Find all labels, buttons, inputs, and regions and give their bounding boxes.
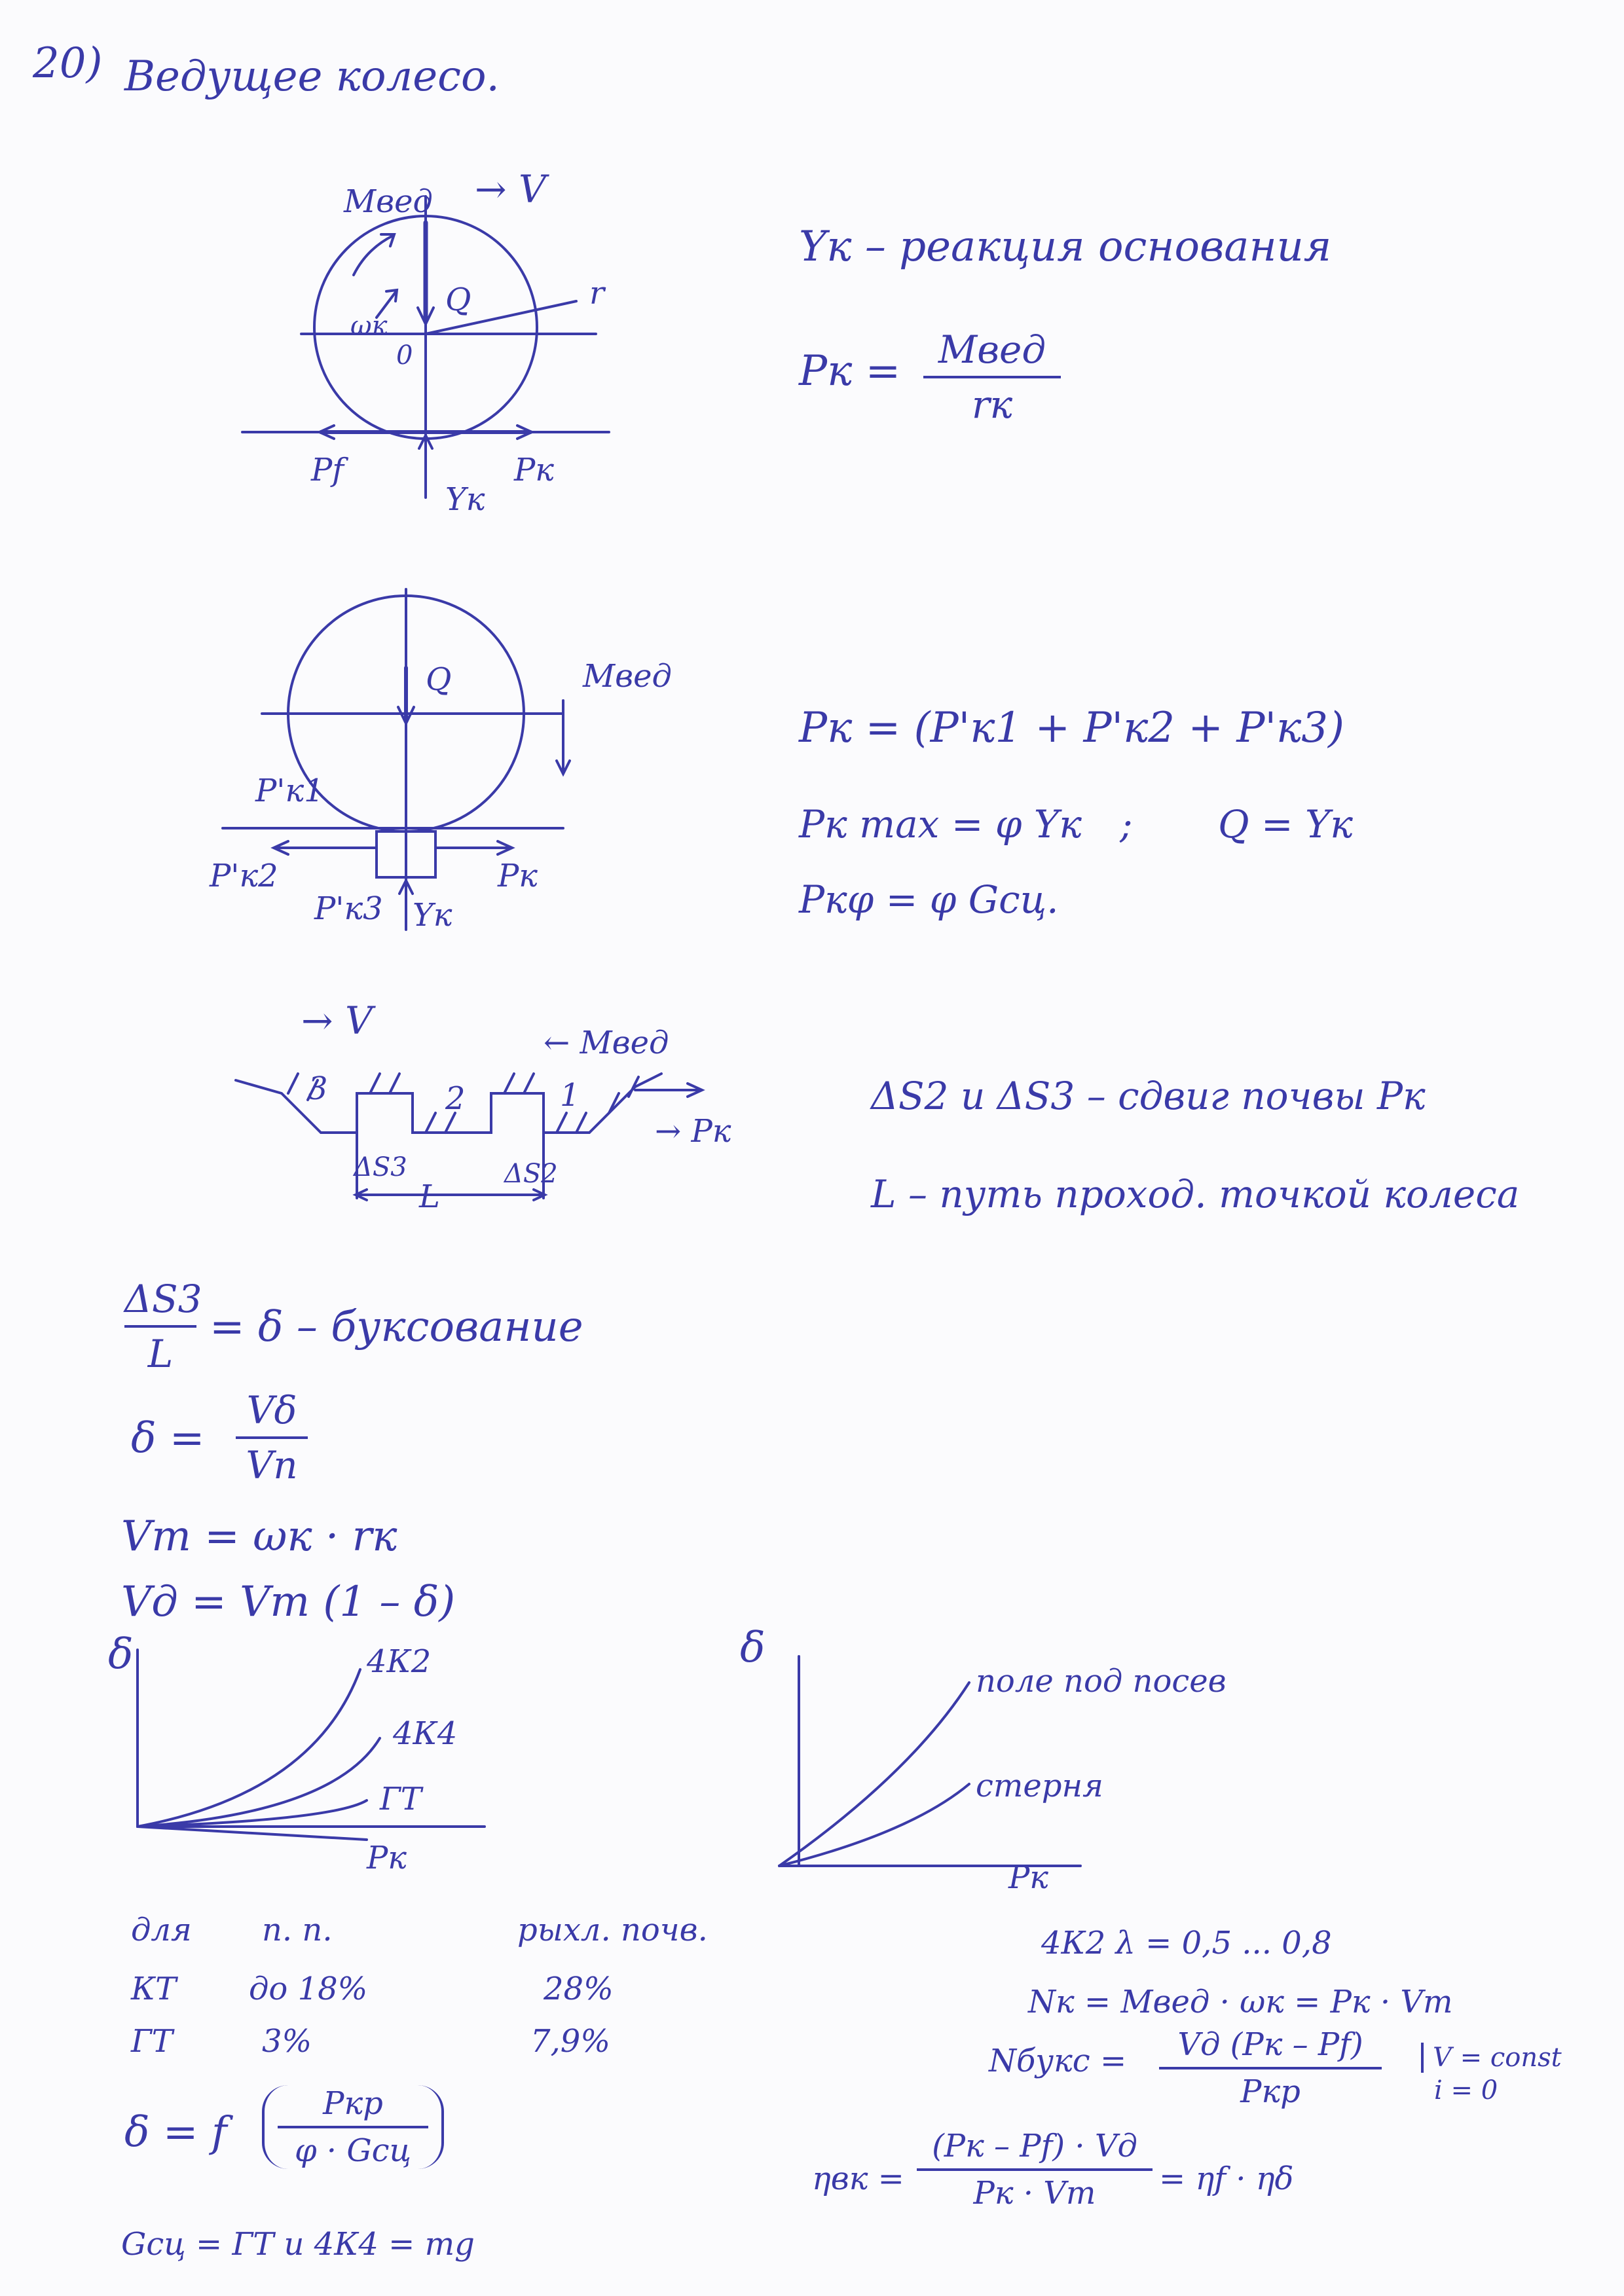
q-label-2: Q [426, 661, 452, 698]
table-row-kt-name: КТ [131, 1971, 177, 2007]
lug-2-label: 2 [445, 1080, 466, 1117]
lambda-formula: 4К2 λ = 0,5 ... 0,8 [1041, 1925, 1332, 1961]
chart1-ylabel: δ [108, 1630, 134, 1679]
moment-label: Mвед [344, 183, 433, 220]
table-row-gt-loose: 7,9% [530, 2023, 610, 2060]
chart2-xlabel: Pк [1008, 1859, 1048, 1896]
vt-formula: Vт = ωк · rк [121, 1512, 397, 1561]
yk-label-2: Yк [413, 897, 452, 934]
table-row-kt-loose: 28% [544, 1971, 614, 2007]
nbuks-fraction [1159, 2026, 1382, 2110]
chart2-ylabel: δ [740, 1624, 766, 1672]
ds2-label: ΔS2 [504, 1159, 558, 1189]
radius-label: r [589, 275, 604, 312]
series-stubble [779, 1784, 969, 1866]
eta-rhs: = ηf · ηδ [1159, 2160, 1294, 2197]
delta-fraction [236, 1388, 308, 1487]
slip-denominator: L [147, 1332, 174, 1376]
eta-denominator: Pк · Vт [973, 2175, 1096, 2212]
delta-denominator: Vп [246, 1443, 298, 1487]
delta-function-fraction [262, 2085, 444, 2169]
delta-function-lhs: δ = f [124, 2108, 227, 2157]
chart1-xlabel: Pк [367, 1840, 407, 1876]
eta-lhs: ηвк = [812, 2160, 904, 2197]
delta-function-denominator: φ · Gсц [294, 2132, 412, 2169]
table-header-for: для [131, 1912, 192, 1948]
reaction-definition: Yк – реакция основания [799, 223, 1332, 271]
slip-numerator: ΔS3 [124, 1277, 202, 1321]
velocity-label: → V [475, 167, 546, 211]
table-header-loose: рыхл. почв. [517, 1912, 708, 1948]
pf-label: Pf [311, 452, 344, 488]
pk1-label: P'к1 [255, 773, 324, 809]
pk3-label: P'к3 [314, 890, 383, 927]
problem-number: 20) [33, 39, 103, 88]
pk-denominator: rк [971, 382, 1013, 427]
wheel-force-diagram [242, 157, 635, 498]
pk-label-2: Pк [498, 858, 538, 894]
soil-shift-diagram [216, 1034, 727, 1231]
series-baseline [138, 1827, 367, 1840]
delta-function-numerator: Pкр [323, 2085, 383, 2122]
slip-fraction [124, 1277, 202, 1376]
delta-lhs: δ = [131, 1414, 205, 1463]
pk-label: Pк [514, 452, 554, 488]
soil-shift-note: ΔS2 и ΔS3 – сдвиг почвы Pк [871, 1074, 1426, 1118]
condition-v-const: V = const [1421, 2043, 1562, 2073]
moment-arc [354, 236, 393, 275]
gsc-formula: Gсц = ГТ и 4К4 = mg [121, 2226, 475, 2263]
moment-label-3: ← Mвед [544, 1025, 669, 1061]
pk-max-formula: Pк max = φ Yк [799, 802, 1082, 847]
table-row-kt-pp: до 18% [249, 1971, 368, 2007]
pk-formula-lhs: Pк = [799, 347, 901, 395]
nbuks-numerator: Vд (Pк – Pf) [1177, 2026, 1363, 2063]
path-label: L [419, 1178, 440, 1215]
series-4k2 [138, 1669, 360, 1827]
series-field [779, 1683, 969, 1866]
ds3-label: ΔS3 [354, 1152, 407, 1182]
path-note: L – путь проход. точкой колеса [871, 1172, 1520, 1216]
pk-sum-formula: Pк = (P'к1 + P'к2 + P'к3) [799, 704, 1344, 752]
velocity-label-3: → V [301, 998, 373, 1043]
yk-label: Yк [445, 481, 485, 518]
omega-label: ωк [350, 311, 388, 341]
pk-numerator: Mвед [938, 327, 1046, 372]
pk-fraction [923, 327, 1061, 427]
table-row-gt-pp: 3% [262, 2023, 312, 2060]
page-title: Ведущее колесо. [124, 52, 500, 101]
chart2-series-field: поле под посев [976, 1663, 1227, 1700]
pk-phi-formula: Pкφ = φ Gсц. [799, 877, 1059, 922]
table-header-pp: п. п. [262, 1912, 333, 1948]
nbuks-denominator: Pкр [1240, 2073, 1301, 2110]
chart1-series-gt: ГТ [380, 1781, 422, 1817]
delta-numerator: Vδ [246, 1388, 297, 1432]
vd-formula: Vд = Vт (1 – δ) [121, 1578, 456, 1626]
pk-label-3: → Pк [655, 1113, 731, 1150]
series-4k4 [138, 1738, 380, 1827]
chart2-series-stubble: стерня [976, 1768, 1103, 1804]
eta-fraction [917, 2128, 1153, 2212]
lug-3-label: 3 [308, 1070, 328, 1107]
center-label: 0 [396, 340, 413, 371]
chart1-series-4k4: 4К4 [393, 1715, 458, 1752]
nbuks-lhs: Nбукс = [989, 2043, 1127, 2079]
condition-i-zero: i = 0 [1434, 2075, 1498, 2105]
nk-formula: Nк = Mвед · ωк = Pк · Vт [1028, 1984, 1453, 2020]
q-equals-yk: Q = Yк [1218, 802, 1353, 847]
chart1-series-4k2: 4К2 [367, 1643, 432, 1680]
formula-separator: ; [1120, 802, 1133, 847]
moment-label-2: Mвед [583, 658, 672, 695]
load-label: Q [445, 282, 471, 318]
slip-definition: = δ – буксование [210, 1303, 583, 1351]
eta-numerator: (Pк – Pf) · Vд [932, 2128, 1137, 2164]
slip-chart-tractors [118, 1643, 511, 1918]
pk2-label: P'к2 [210, 858, 278, 894]
lug-1-label: 1 [560, 1077, 580, 1114]
table-row-gt-name: ГТ [131, 2023, 173, 2060]
